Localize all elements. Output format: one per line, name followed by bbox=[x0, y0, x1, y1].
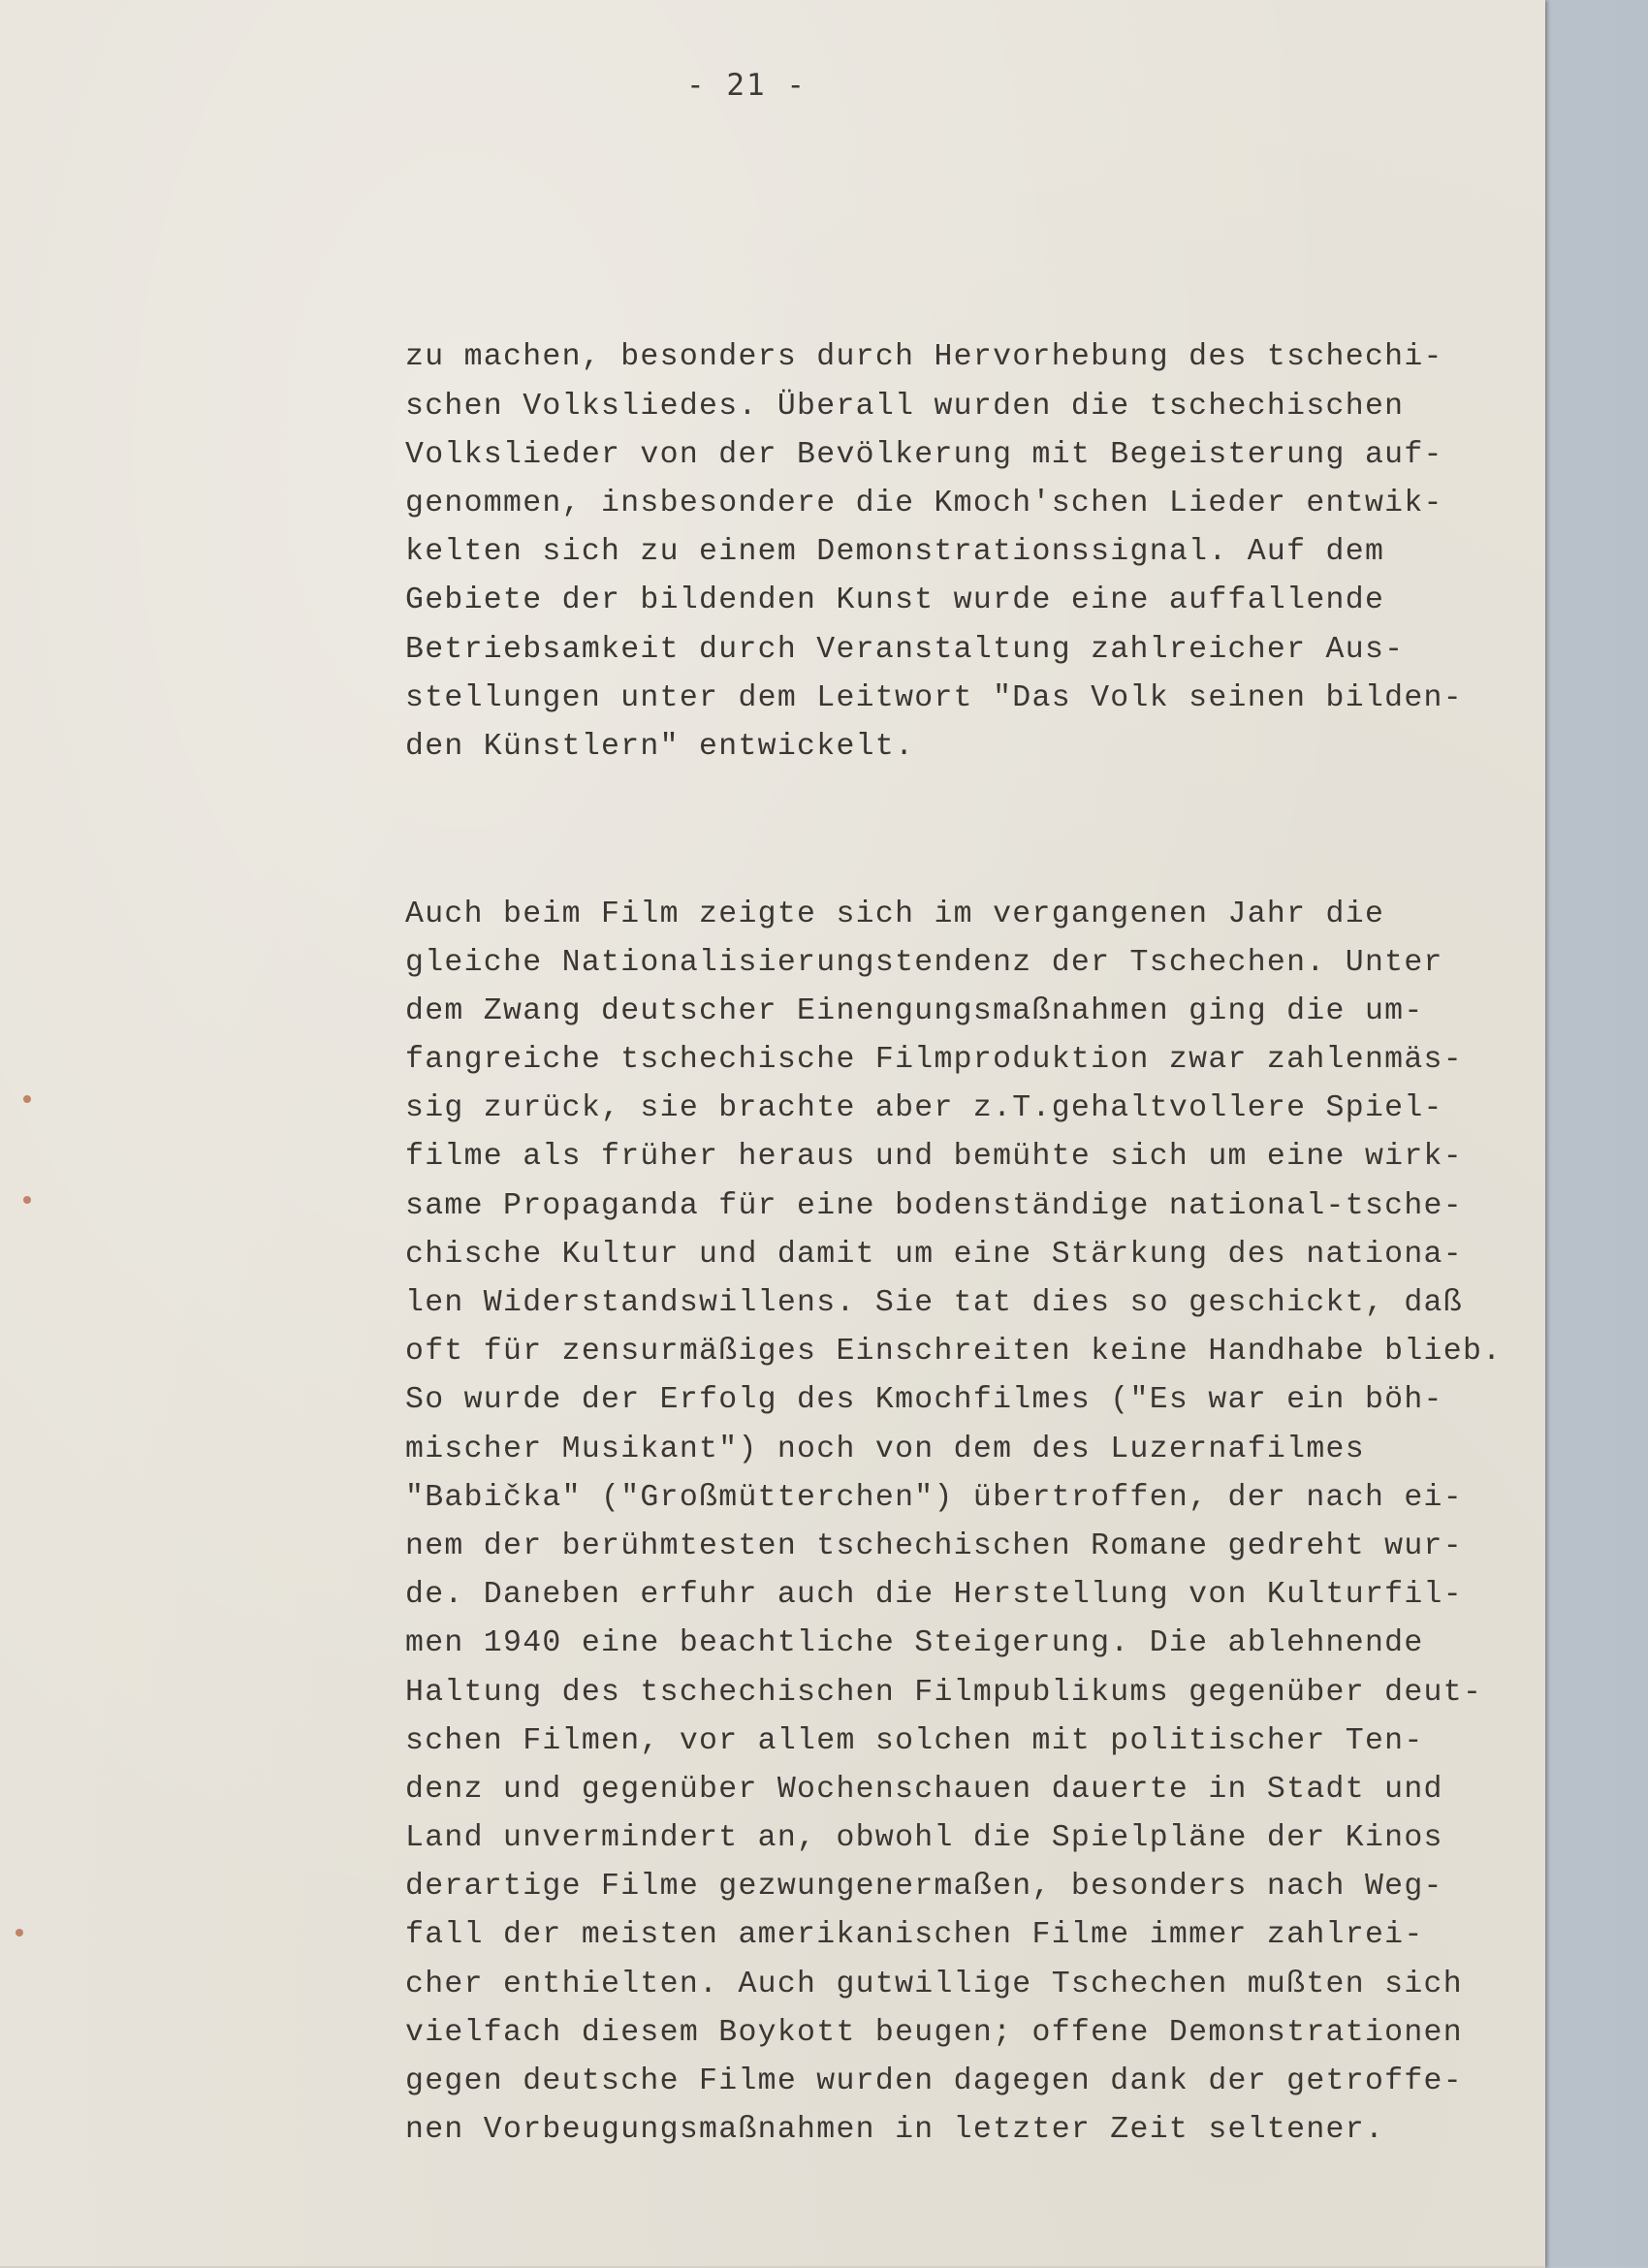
text-line: den Künstlern" entwickelt. bbox=[405, 729, 915, 764]
page-number: - 21 - bbox=[686, 68, 807, 103]
text-line: mischer Musikant") noch von dem des Luzernafilmes bbox=[405, 1432, 1365, 1466]
text-line: de. Daneben erfuhr auch die Herstellung von Kulturfil- bbox=[405, 1578, 1463, 1613]
text-line: fall der meisten amerikanischen Filme immer zahlrei- bbox=[405, 1918, 1424, 1953]
text-line: So wurde der Erfolg des Kmochfilmes ("Es war ein böh- bbox=[405, 1383, 1443, 1418]
text-line: "Babička" ("Großmütterchen") übertroffen, der nach ei- bbox=[405, 1480, 1463, 1515]
text-line: schen Volksliedes. Überall wurden die tschechischen bbox=[405, 389, 1405, 424]
punch-mark bbox=[16, 1929, 23, 1937]
text-line: genommen, insbesondere die Kmoch'schen Lieder entwik- bbox=[405, 486, 1443, 520]
text-line: stellungen unter dem Leitwort "Das Volk seinen bilden- bbox=[405, 680, 1463, 715]
text-line: vielfach diesem Boykott beugen; offene Demonstrationen bbox=[405, 2015, 1463, 2050]
text-line: Auch beim Film zeigte sich im vergangenen Jahr die bbox=[405, 897, 1385, 931]
punch-mark bbox=[23, 1095, 31, 1103]
text-line: nen Vorbeugungsmaßnahmen in letzter Zeit seltener. bbox=[405, 2113, 1385, 2148]
text-line: cher enthielten. Auch gutwillige Tschechen mußten sich bbox=[405, 1967, 1463, 2001]
text-line: sig zurück, sie brachte aber z.T.gehaltvollere Spiel- bbox=[405, 1091, 1443, 1126]
text-line: dem Zwang deutscher Einengungsmaßnahmen ging die um- bbox=[405, 993, 1424, 1028]
text-line: len Widerstandswillens. Sie tat dies so geschickt, daß bbox=[405, 1286, 1463, 1320]
text-line: Haltung des tschechischen Filmpublikums gegenüber deut- bbox=[405, 1675, 1483, 1710]
text-line: nem der berühmtesten tschechischen Romane gedreht wur- bbox=[405, 1528, 1463, 1563]
text-line: oft für zensurmäßiges Einschreiten keine Handhabe blieb. bbox=[405, 1335, 1503, 1370]
text-line: schen Filmen, vor allem solchen mit politischer Ten- bbox=[405, 1723, 1424, 1758]
text-line: Betriebsamkeit durch Veranstaltung zahlreicher Aus- bbox=[405, 632, 1405, 667]
text-line: kelten sich zu einem Demonstrationssignal. Auf dem bbox=[405, 535, 1385, 570]
text-line: derartige Filme gezwungenermaßen, besonders nach Weg- bbox=[405, 1870, 1443, 1905]
body-text bbox=[405, 236, 1503, 2252]
text-line: filme als früher heraus und bemühte sich um eine wirk- bbox=[405, 1140, 1463, 1175]
text-line: fangreiche tschechische Filmproduktion zwar zahlenmäs- bbox=[405, 1043, 1463, 1078]
text-line: gleiche Nationalisierungstendenz der Tschechen. Unter bbox=[405, 945, 1443, 980]
paragraph-2 bbox=[405, 891, 1503, 2156]
paragraph-1 bbox=[405, 333, 1491, 772]
text-line: Gebiete der bildenden Kunst wurde eine auffallende bbox=[405, 583, 1385, 618]
text-line: same Propaganda für eine bodenständige national-tsche- bbox=[405, 1188, 1463, 1223]
text-line: zu machen, besonders durch Hervorhebung des tschechi- bbox=[405, 340, 1443, 375]
text-line: denz und gegenüber Wochenschauen dauerte in Stadt und bbox=[405, 1772, 1443, 1807]
text-line: Land unvermindert an, obwohl die Spielpläne der Kinos bbox=[405, 1821, 1443, 1856]
text-line: men 1940 eine beachtliche Steigerung. Die ablehnende bbox=[405, 1626, 1424, 1661]
text-line: gegen deutsche Filme wurden dagegen dank der getroffe- bbox=[405, 2064, 1463, 2098]
text-line: chische Kultur und damit um eine Stärkung des nationa- bbox=[405, 1237, 1463, 1272]
punch-mark bbox=[23, 1196, 31, 1204]
text-line: Volkslieder von der Bevölkerung mit Begeisterung auf- bbox=[405, 437, 1443, 472]
